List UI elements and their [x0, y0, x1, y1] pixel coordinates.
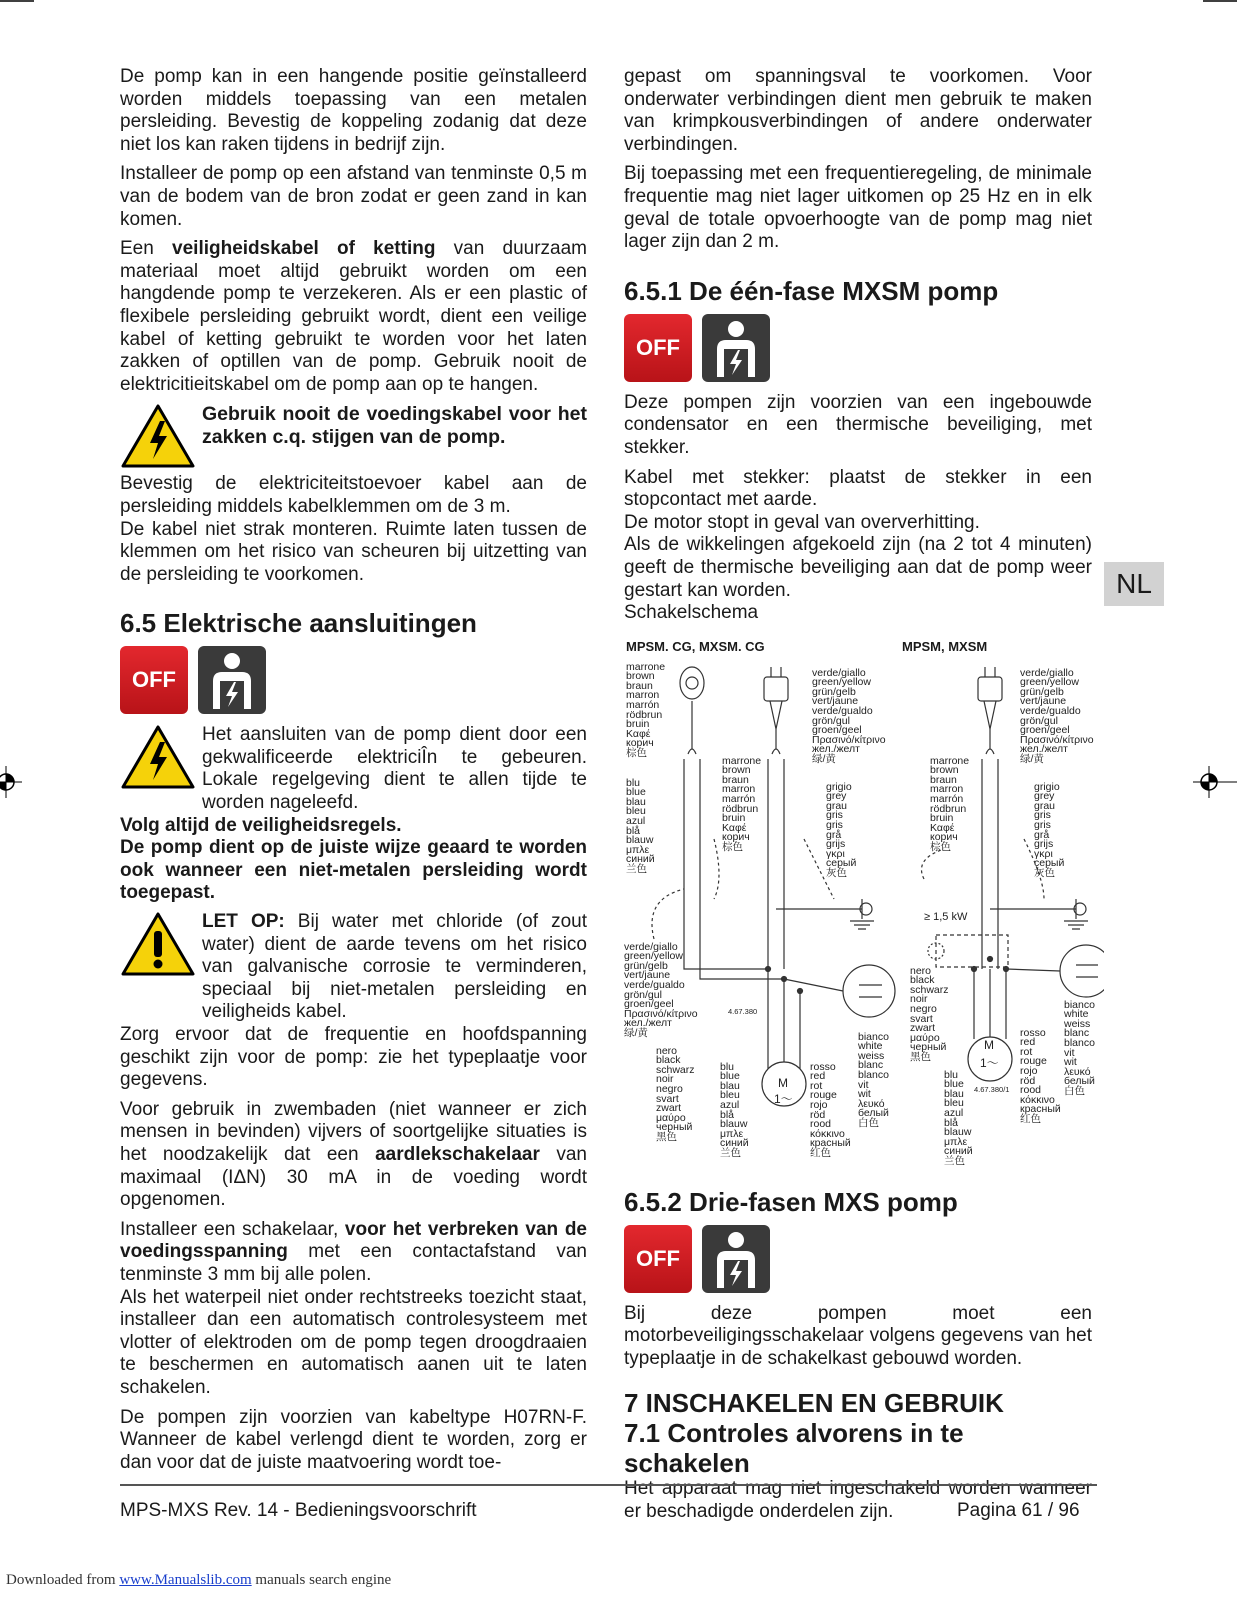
heading-7-1: 7.1 Controles alvorens in te schakelen [624, 1418, 964, 1479]
high-voltage-warning-icon [120, 724, 196, 790]
label-yellowgreen-right: verde/giallo green/yellow grün/gelb vert/jaune verde/gualdo grön/gul groen/geel Πρασινό/κίτρινο жел./желт 绿/黄 [1020, 666, 1094, 766]
paragraph-capacitor: Deze pompen zijn voorzien van een ingebouwde condensator en een thermische beveiliging, met stekker. [624, 391, 1092, 458]
paragraph-frequency-control: Bij toepassing met een frequentieregeling, de minimale frequentie mag niet lager uitkomen op 25 Hz en in elk geval de totale opvoerhoogte van de pomp mag niet lager zijn dan 2 m. [624, 163, 1092, 253]
label-brown-mid: marrone brown braun marron marrón rödbrun bruin Καφέ корич 棕色 [722, 754, 762, 854]
icon-row-6-5-1 [624, 314, 1092, 382]
electrician-icon [702, 314, 770, 382]
left-column [120, 66, 587, 1481]
crop-mark-top-left [0, 0, 40, 20]
paragraph-checks: Het apparaat mag niet ingeschakeld worden wanneer er beschadigde onderdelen zijn. [624, 1478, 1092, 1523]
label-yellowgreen-left: verde/giallo green/yellow grün/gelb vert/jaune verde/gualdo grön/gul groen/geel Πρασινό/κίτρινο жел./желт 绿/黄 [812, 666, 886, 766]
registration-mark-right [1193, 766, 1237, 802]
paragraph-switch: Installeer een schakelaar, voor het verbreken van de voedingsspanning met een contactafstand van tenminste 3 mm bij alle polen. [120, 1218, 587, 1285]
power-off-icon: OFF [624, 1225, 692, 1293]
label-brown-left: marrone brown braun marron marrón rödbrun bruin Καφέ корич 棕色 [626, 660, 666, 760]
footer-title: MPS-MXS Rev. 14 - Bedieningsvoorschrift [120, 1500, 477, 1521]
heading-6-5: 6.5 Elektrische aansluitingen [120, 608, 477, 639]
paragraph-motor-protection: Bij deze pompen moet een motorbeveiligingsschakelaar volgens gegevens van het typeplaatje in de schakelkast gebouwd worden. [624, 1302, 1092, 1369]
icon-row-6-5-2 [624, 1225, 1092, 1293]
heading-6-5-1: 6.5.1 De één-fase MXSM pomp [624, 275, 999, 306]
warning-text-electrician: Het aansluiten van de pomp dient door een gekwalificeerde elektriciÎn te gebeuren. Lokale regelgeving dient te allen tijde te worden nageleefd. [202, 724, 587, 814]
warning-block-electrician [120, 724, 587, 814]
label-blue-right: blu blue blau bleu azul blå blauw μπλε синий 兰色 [944, 1068, 973, 1168]
label-power: ≥ 1,5 kW [924, 910, 968, 923]
exclamation-warning-icon [120, 911, 196, 977]
paragraph-cable-type: De pompen zijn voorzien van kabeltype H07RN-F. Wanneer de kabel verlengd dient te worden, zorg er dan voor dat de juiste maatvoering wordt toe- [120, 1406, 587, 1473]
warning-block-cable [120, 403, 587, 469]
paragraph-water-level: Als het waterpeil niet onder rechtstreeks toezicht staat, installeer dan een automatisch controlesysteem met vlotter of elektroden om de pomp tegen droogdraaien te beschermen en automatisch aanen uit te laten schakelen. [120, 1286, 587, 1398]
power-off-icon: OFF [120, 646, 188, 714]
label-black-right: nero black schwarz noir negro svart zwart μαύρο черный 黑色 [910, 964, 949, 1064]
warning-text-chloride: LET OP: Bij water met chloride (of zout water) dient de aarde tevens om het risico van galvanische corrosie te verminderen, speciaal bij niet-metalen persleiding en veiligheids kabel. [202, 911, 587, 1023]
right-column [624, 66, 1095, 1531]
label-blue-bottom: blu blue blau bleu azul blå blauw μπλε синий 兰色 [720, 1060, 749, 1160]
heading-6-5-2: 6.5.2 Drie-fasen MXS pomp [624, 1186, 958, 1217]
warning-block-chloride [120, 911, 587, 1024]
label-black-left: nero black schwarz noir negro svart zwart μαύρο черный 黑色 [656, 1044, 695, 1144]
motor-label-left: M [778, 1075, 788, 1090]
paragraph-cable-slack: De kabel niet strak monteren. Ruimte laten tussen de klemmen om het risico van scheuren bij uitzetting van de persleiding te voorkomen. [120, 518, 587, 585]
label-brown-right: marrone brown braun marron marrón rödbrun bruin Καφέ корич 棕色 [930, 754, 970, 854]
electrician-icon [702, 1225, 770, 1293]
language-tab: NL [1104, 562, 1164, 606]
wiring-diagram [624, 639, 1104, 1179]
paragraph-schakelschema: Schakelschema [624, 602, 759, 624]
label-grey-right: grigio grey grau gris gris grå grijs γκρι серый 灰色 [1034, 780, 1065, 880]
power-off-icon: OFF [624, 314, 692, 382]
motor-phase-left: 1～ [774, 1091, 793, 1106]
label-code-1: 4.67.380 [728, 1006, 758, 1016]
label-yellowgreen-bottom: verde/giallo green/yellow grün/gelb vert/jaune verde/gualdo grön/gul groen/geel Πρασινό/κίτρινο жел./желт 绿/黄 [624, 940, 698, 1040]
paragraph-safety-cable: Een veiligheidskabel of ketting van duurzaam materiaal moet altijd gebruikt worden om een hangdende pomp te verzekeren. Als er een plastic of flexibele persleiding gebruikt wordt, dient een veilige kabel of ketting gebruikt te worden voor het laten zakken of optillen van de pomp. Gebruik nooit de elektricitieitskabel om de pomp aan op te hangen. [120, 238, 587, 395]
paragraph-distance: Installeer de pomp op een afstand van tenminste 0,5 m van de bodem van de bron zodat er geen zand in kan komen. [120, 163, 587, 230]
crop-mark-top-right [1197, 0, 1237, 20]
warning-text-cable: Gebruik nooit de voedingskabel voor het zakken c.q. stijgen van de pomp. [202, 403, 587, 448]
label-code-2: 4.67.380/1 [974, 1084, 1010, 1094]
label-red-right: rosso red rot rouge rojo röd rood κόκκινο красный 红色 [1020, 1026, 1061, 1126]
label-grey-left: grigio grey grau gris gris grå grijs γκρι серый 灰色 [826, 780, 857, 880]
manualslib-link[interactable]: www.Manualslib.com [119, 1572, 252, 1588]
paragraph-pools: Voor gebruik in zwembaden (niet wanneer er zich mensen in bevinden) vijvers of soortgelijke situaties is het noodzakelijk dat een aardlekschakelaar van maximaal (IΔN) 30 mA in de voeding wordt opgenomen. [120, 1098, 587, 1211]
paragraph-overheat: De motor stopt in geval van oververhitting. [624, 511, 980, 533]
registration-mark-left [0, 766, 26, 802]
motor-phase-right: 1～ [980, 1055, 999, 1070]
paragraph-plug: Kabel met stekker: plaatst de stekker in een stopcontact met aarde. [624, 466, 1092, 511]
bold-safety-rules: Volg altijd de veiligheidsregels. [120, 814, 402, 836]
electrician-icon [198, 646, 266, 714]
label-red-left: rosso red rot rouge rojo röd rood κόκκινο красный 红色 [810, 1060, 851, 1160]
paragraph-cable-clamps: Bevestig de elektriciteitstoevoer kabel aan de persleiding middels kabelklemmen om de 3 m. [120, 473, 587, 517]
label-white-right: bianco white weiss blanc blanco vit wit λευκό белый 白色 [1064, 998, 1095, 1098]
heading-7: 7 INSCHAKELEN EN GEBRUIK [624, 1388, 1004, 1419]
icon-row-6-5 [120, 646, 587, 714]
paragraph-hanging-install: De pomp kan in een hangende positie geïnstalleerd worden middels toepassing van een metalen persleiding. Bevestig de koppeling zodanig dat deze niet los kan raken tijdens in bedrijf zijn. [120, 66, 587, 155]
bold-grounding: De pomp dient op de juiste wijze geaard te worden ook wanneer een niet-metalen persleiding wordt toegepast. [120, 837, 587, 904]
paragraph-frequency: Zorg ervoor dat de frequentie en hoofdspanning geschikt zijn voor de pomp: zie het typeplaatje voor gegevens. [120, 1024, 587, 1091]
paragraph-cooldown: Als de wikkelingen afgekoeld zijn (na 2 tot 4 minuten) geeft de thermische beveiliging aan dat de pomp weer gestart kan worden. [624, 534, 1092, 601]
label-blue-left: blu blue blau bleu azul blå blauw μπλε синий 兰色 [626, 776, 655, 876]
diagram-title-right: MPSM, MXSM [902, 638, 988, 654]
motor-label-right: M [984, 1037, 994, 1052]
high-voltage-warning-icon [120, 403, 196, 469]
footer-rule [120, 1484, 1097, 1486]
label-white-left: bianco white weiss blanc blanco vit wit λευκό белый 白色 [858, 1030, 889, 1130]
download-notice: Downloaded from www.Manualslib.com manuals search engine [6, 1572, 392, 1588]
paragraph-voltage-drop: gepast om spanningsval te voorkomen. Voor onderwater verbindingen dient men gebruik te maken van krimpkousverbindingen of andere onderwater verbindingen. [624, 66, 1092, 155]
diagram-title-left: MPSM. CG, MXSM. CG [626, 638, 765, 654]
footer-page-number: Pagina 61 / 96 [957, 1500, 1080, 1521]
